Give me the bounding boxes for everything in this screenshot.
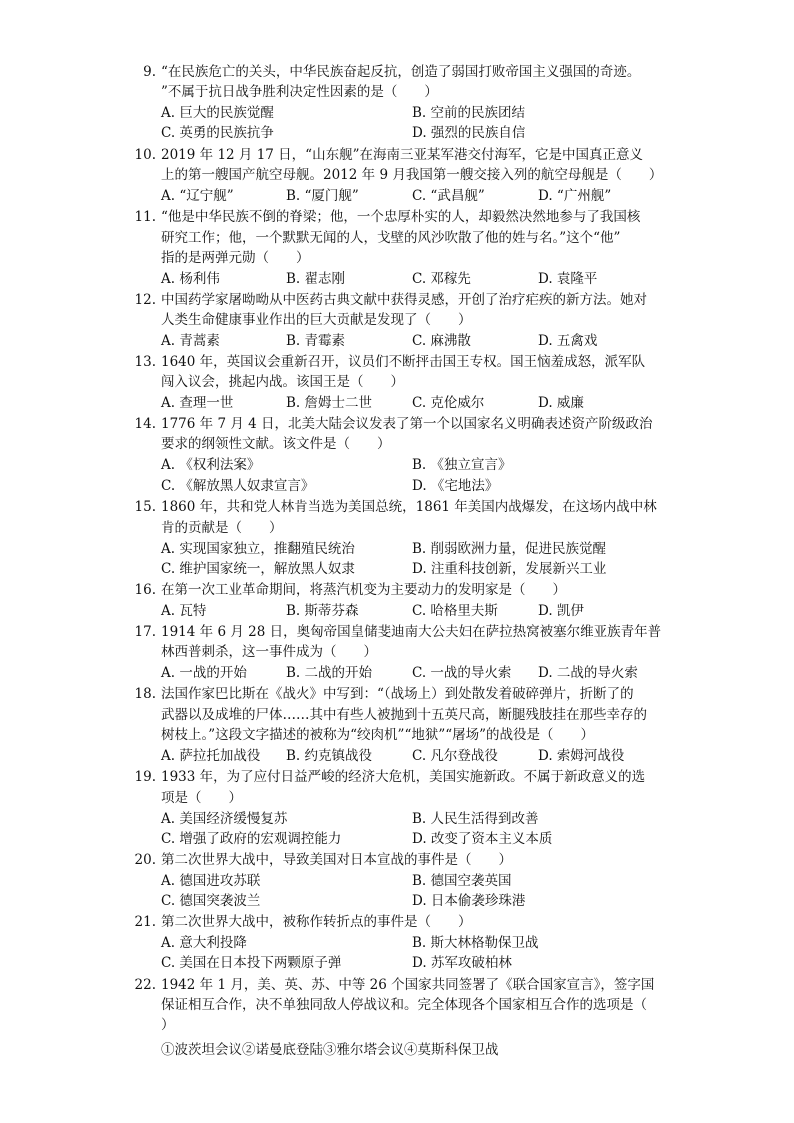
question-text-line: 1860 年，共和党人林肯当选为美国总统，1861 年美国内战爆发，在这场内战中林 — [161, 499, 657, 515]
question-text-line: “他是中华民族不倒的脊梁；他，一个忠厚朴实的人，却毅然决然地参与了我国核 — [161, 209, 641, 225]
question-number: 19. — [134, 769, 156, 785]
option-c[interactable]: C. 德国突袭波兰 — [161, 893, 261, 909]
question-text-line: ） — [161, 1017, 175, 1033]
option-d[interactable]: D. 五禽戏 — [538, 333, 598, 349]
option-c[interactable]: C. 麻沸散 — [412, 333, 471, 349]
option-b[interactable]: B. 《独立宣言》 — [412, 457, 512, 473]
option-d[interactable]: D. 注重科技创新，发展新兴工业 — [412, 561, 607, 577]
question-text-line: 人类生命健康事业作出的巨大贡献是发现了（ ） — [161, 312, 472, 328]
option-d[interactable]: D. 索姆河战役 — [538, 748, 625, 764]
question-text-line: 第二次世界大战中，导致美国对日本宣战的事件是（ ） — [161, 852, 512, 868]
question-text-line: 1640 年，英国议会重新召开，议员们不断抨击国王专权。国王恼羞成怒，派军队 — [161, 354, 646, 370]
option-d[interactable]: D. 强烈的民族自信 — [412, 125, 526, 141]
question-number: 13. — [134, 354, 156, 370]
question-number: 22. — [134, 977, 156, 993]
option-c[interactable]: C. 哈格里夫斯 — [412, 603, 498, 619]
option-a[interactable]: A. 巨大的民族觉醒 — [161, 105, 274, 121]
option-d[interactable]: D. 改变了资本主义本质 — [412, 831, 553, 847]
option-a[interactable]: A. 实现国家独立，推翻殖民统治 — [161, 541, 355, 557]
option-a[interactable]: A. 萨拉托加战役 — [161, 748, 261, 764]
option-b[interactable]: B. 詹姆士二世 — [286, 395, 373, 411]
question-text-line: 2019 年 12 月 17 日，“山东舰”在海南三亚某军港交付海军，它是中国真正意义 — [161, 147, 643, 163]
option-b[interactable]: B. 斯蒂芬森 — [286, 603, 359, 619]
option-d[interactable]: D. 袁隆平 — [538, 271, 598, 287]
question-text-line: 林西普刺杀，这一事件成为（ ） — [161, 644, 377, 660]
option-d[interactable]: D. 苏军攻破柏林 — [412, 955, 512, 971]
option-d[interactable]: D. 威廉 — [538, 395, 584, 411]
question-number: 17. — [134, 624, 156, 640]
question-number: 20. — [134, 852, 156, 868]
question-number: 21. — [134, 914, 156, 930]
question-text-line: 闯入议会，挑起内战。该国王是（ ） — [161, 374, 404, 390]
option-a[interactable]: A. 青蒿素 — [161, 333, 220, 349]
question-number: 11. — [134, 209, 156, 225]
option-c[interactable]: C. 英勇的民族抗争 — [161, 125, 274, 141]
option-d[interactable]: D. 二战的导火索 — [538, 665, 638, 681]
question-text-line: 树枝上。”这段文字描述的被称为“绞肉机”“地狱”“屠场”的战役是（ ） — [161, 727, 595, 743]
option-c[interactable]: C. 维护国家统一，解放黑人奴隶 — [161, 561, 355, 577]
option-c[interactable]: C. 克伦威尔 — [412, 395, 485, 411]
question-number: 9. — [143, 64, 156, 80]
option-a[interactable]: A. 杨利伟 — [161, 271, 220, 287]
option-a[interactable]: A. 意大利投降 — [161, 935, 247, 951]
question-text-line: 项是（ ） — [161, 790, 242, 806]
option-c[interactable]: C. “武昌舰” — [412, 188, 485, 204]
option-a[interactable]: A. 德国进攻苏联 — [161, 873, 261, 889]
question-text-line: 指的是两弹元勋（ ） — [161, 250, 310, 266]
question-text-line: “在民族危亡的关头，中华民族奋起反抗，创造了弱国打败帝国主义强国的奇迹。 — [161, 64, 641, 80]
question-number: 16. — [134, 582, 156, 598]
option-a[interactable]: A. 查理一世 — [161, 395, 234, 411]
option-c[interactable]: C. 《解放黑人奴隶宣言》 — [161, 478, 315, 494]
option-c[interactable]: C. 增强了政府的宏观调控能力 — [161, 831, 342, 847]
option-b[interactable]: B. 人民生活得到改善 — [412, 811, 539, 827]
question-text-line: 研究工作；他，一个默默无闻的人，戈壁的风沙吹散了他的姓与名。”这个“他” — [161, 230, 621, 246]
option-b[interactable]: B. 空前的民族团结 — [412, 105, 526, 121]
option-c[interactable]: C. 美国在日本投下两颗原子弹 — [161, 955, 342, 971]
question-number: 10. — [134, 147, 156, 163]
question-text-line: 中国药学家屠呦呦从中医药古典文献中获得灵感，开创了治疗疟疾的新方法。她对 — [161, 292, 647, 308]
question-number: 18. — [134, 686, 156, 702]
option-d[interactable]: D. 日本偷袭珍珠港 — [412, 893, 526, 909]
option-c[interactable]: C. 凡尔登战役 — [412, 748, 498, 764]
question-text-line: 第二次世界大战中，被称作转折点的事件是（ ） — [161, 914, 472, 930]
question-text-line: ”不属于抗日战争胜利决定性因素的是（ ） — [161, 84, 438, 100]
option-a[interactable]: A. 一战的开始 — [161, 665, 247, 681]
question-text-line: 在第一次工业革命期间，将蒸汽机变为主要动力的发明家是（ ） — [161, 582, 566, 598]
option-d[interactable]: D. “广州舰” — [538, 188, 612, 204]
option-a[interactable]: A. 瓦特 — [161, 603, 207, 619]
question-text-line: 保证相互合作，决不单独同敌人停战议和。完全体现各个国家相互合作的选项是（ — [161, 997, 647, 1013]
option-b[interactable]: B. 德国空袭英国 — [412, 873, 512, 889]
question-number: 14. — [134, 416, 156, 432]
option-a[interactable]: A. 《权利法案》 — [161, 457, 261, 473]
question-number: 15. — [134, 499, 156, 515]
question-text-line: 肯的贡献是（ ） — [161, 520, 283, 536]
option-b[interactable]: B. 斯大林格勒保卫战 — [412, 935, 539, 951]
question-text-line: 1776 年 7 月 4 日，北美大陆会议发表了第一个以国家名义明确表述资产阶级政治 — [161, 416, 653, 432]
option-b[interactable]: B. “厦门舰” — [286, 188, 359, 204]
question-text-line: 要求的纲领性文献。该文件是（ ） — [161, 436, 391, 452]
option-b[interactable]: B. 青霉素 — [286, 333, 346, 349]
question-text-line: 1942 年 1 月，美、英、苏、中等 26 个国家共同签署了《联合国家宣言》，签字国 — [161, 977, 655, 993]
option-c[interactable]: C. 邓稼先 — [412, 271, 471, 287]
option-d[interactable]: D. 凯伊 — [538, 603, 584, 619]
option-b[interactable]: B. 翟志刚 — [286, 271, 346, 287]
option-b[interactable]: B. 约克镇战役 — [286, 748, 373, 764]
question-text-line: 法国作家巴比斯在《战火》中写到：“（战场上）到处散发着破碎弹片，折断了的 — [161, 686, 634, 702]
option-d[interactable]: D. 《宅地法》 — [412, 478, 499, 494]
question-text-line: 1933 年，为了应付日益严峻的经济大危机，美国实施新政。不属于新政意义的选 — [161, 769, 646, 785]
question-text-line: 上的第一艘国产航空母舰。2012 年 9 月我国第一艘交接入列的航空母舰是（ ） — [161, 167, 663, 183]
question-sub-line: ①波茨坦会议②诺曼底登陆③雅尔塔会议④莫斯科保卫战 — [161, 1042, 499, 1058]
option-a[interactable]: A. 美国经济缓慢复苏 — [161, 811, 288, 827]
option-b[interactable]: B. 二战的开始 — [286, 665, 373, 681]
option-c[interactable]: C. 一战的导火索 — [412, 665, 512, 681]
option-a[interactable]: A. “辽宁舰” — [161, 188, 234, 204]
question-text-line: 1914 年 6 月 28 日，奥匈帝国皇储斐迪南大公夫妇在萨拉热窝被塞尔维亚族青年普 — [161, 624, 662, 640]
question-number: 12. — [134, 292, 156, 308]
question-text-line: 武器以及成堆的尸体……其中有些人被抛到十五英尺高，断腿残肢挂在那些幸存的 — [161, 707, 647, 723]
option-b[interactable]: B. 削弱欧洲力量，促进民族觉醒 — [412, 541, 607, 557]
